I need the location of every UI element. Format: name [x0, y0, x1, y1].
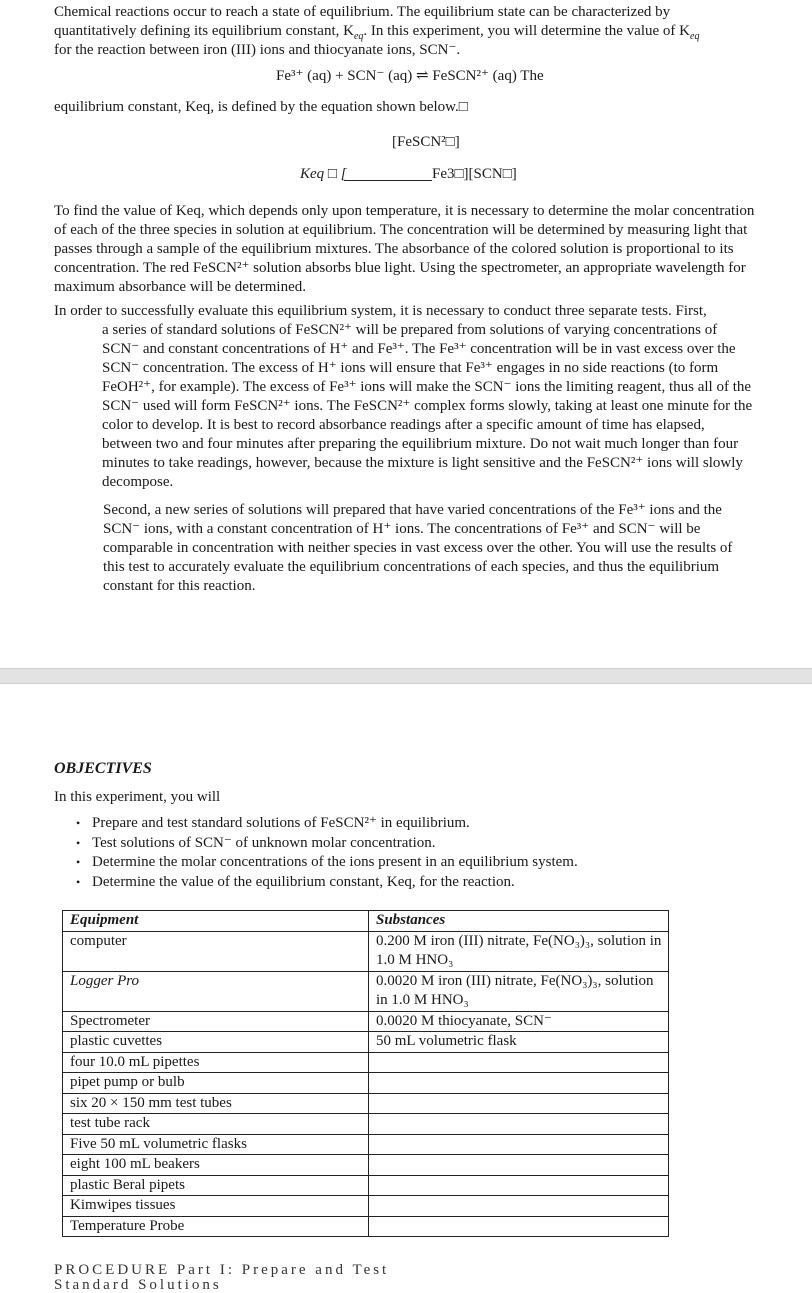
list-item: • Test solutions of SCN⁻ of unknown molar concentration. [74, 834, 578, 854]
equipment-cell: Five 50 mL volumetric flasks [63, 1134, 369, 1155]
tests-paragraph: a series of standard solutions of FeSCN²⁺ will be prepared from solutions of varying concentrations of SCN⁻ and constant concentrations of H⁺ and Fe³⁺. The Fe³⁺ concentration will be in vast excess over the SCN⁻ concentration. The excess of H⁺ ions will ensure that Fe³⁺ engages in no side reactions (to form FeOH²⁺, for example). The excess of Fe³⁺ ions will make the SCN⁻ ions the limiting reagent, thus all of the SCN⁻ used will form FeSCN²⁺ ions. The FeSCN²⁺ complex forms slowly, taking at least one minute for the color to develop. It is best to record absorbance readings after a specific amount of time has elapsed, between two and four minutes after preparing the equilibrium mixture. Do not wait much longer than four minutes to take readings, however, because the mixture is light sensitive and the FeSCN²⁺ ions will slowly decompose. [102, 322, 753, 490]
equipment-cell: six 20 × 150 mm test tubes [63, 1093, 369, 1114]
list-item: • Prepare and test standard solutions of FeSCN²⁺ in equilibrium. [74, 814, 578, 834]
table-row [63, 1196, 669, 1217]
equipment-cell: pipet pump or bulb [63, 1073, 369, 1094]
table-row [63, 1032, 669, 1053]
table-row [63, 1052, 669, 1073]
equipment-cell: computer [63, 931, 369, 971]
substance-cell [369, 1175, 669, 1196]
page-separator [0, 668, 812, 684]
reaction-equation: Fe³⁺ (aq) + SCN⁻ (aq) ⇌ FeSCN²⁺ (aq) The [276, 68, 544, 84]
equipment-cell: plastic Beral pipets [63, 1175, 369, 1196]
materials-table [62, 910, 669, 1237]
list-item: • Determine the molar concentrations of the ions present in an equilibrium system. [74, 853, 578, 873]
table-row [63, 931, 669, 971]
keq-definition-line: equilibrium constant, Keq, is defined by the equation shown below.□ [54, 99, 468, 115]
table-row [63, 1093, 669, 1114]
intro-paragraph: Chemical reactions occur to reach a state of equilibrium. The equilibrium state can be characterized by quantitatively defining its equilibrium constant, $K_{eq}$. In this experiment, you will determine the value of $K_{eq}$ for the reaction between iron (III) ions and thiocyanate ions, SCN⁻. [54, 4, 700, 58]
table-row [63, 1073, 669, 1094]
keq-numerator: [FeSCN²□] [392, 134, 460, 150]
substance-cell: 0.0020 M iron (III) nitrate, Fe(NO₃)₃, solution in 1.0 M HNO₃ [369, 971, 669, 1011]
method-paragraph: To find the value of Keq, which depends only upon temperature, it is necessary to determine the molar concentration of each of the three species in solution at equilibrium. The concentration will be determined by measuring light that passes through a sample of the equilibrium mixtures. The absorbance of the colored solution is proportional to its concentration. The red FeSCN²⁺ solution absorbs blue light. Using the spectrometer, an appropriate wavelength for maximum absorbance will be determined. [54, 203, 755, 295]
equipment-header: Equipment [63, 911, 369, 932]
equipment-cell: eight 100 mL beakers [63, 1155, 369, 1176]
second-test-paragraph: Second, a new series of solutions will prepared that have varied concentrations of the Fe³⁺ ions and the SCN⁻ ions, with a constant concentration of H⁺ ions. The concentrations of Fe³⁺ and SCN⁻ will be comparable in concentration with neither species in vast excess over the other. You will use the results of this test to accurately evaluate the equilibrium concentrations of each species, and thus the equilibrium constant for this reaction. [103, 502, 733, 594]
equipment-cell: Spectrometer [63, 1011, 369, 1032]
table-row [63, 1114, 669, 1135]
substance-cell [369, 1134, 669, 1155]
objectives-heading: OBJECTIVES [54, 760, 152, 777]
list-item: • Determine the value of the equilibrium constant, Keq, for the reaction. [74, 873, 578, 893]
fraction-bar [344, 180, 432, 181]
table-row [63, 1011, 669, 1032]
substance-cell [369, 1073, 669, 1094]
substance-cell [369, 1216, 669, 1237]
cut-off-heading: PROCEDURE Part I: Prepare and Test Standard Solutions [54, 1262, 390, 1293]
equipment-cell: Logger Pro [63, 971, 369, 1011]
objectives-intro: In this experiment, you will [54, 789, 221, 805]
table-row [63, 1175, 669, 1196]
substance-cell [369, 1114, 669, 1135]
table-row [63, 1155, 669, 1176]
substance-cell [369, 1052, 669, 1073]
substance-cell [369, 1196, 669, 1217]
tests-paragraph-first-line: In order to successfully evaluate this equilibrium system, it is necessary to conduct three separate tests. First, [54, 303, 707, 319]
keq-denominator: Fe3□][SCN□] [432, 166, 517, 182]
table-row [63, 1134, 669, 1155]
substance-cell [369, 1155, 669, 1176]
table-header-row [63, 911, 669, 932]
keq-left-side: Keq □ [ [300, 166, 347, 182]
substance-cell: 0.200 M iron (III) nitrate, Fe(NO₃)₃, solution in 1.0 M HNO₃ [369, 931, 669, 971]
substance-cell: 0.0020 M thiocyanate, SCN⁻ [369, 1011, 669, 1032]
table-row [63, 971, 669, 1011]
substances-header: Substances [369, 911, 669, 932]
substance-cell [369, 1093, 669, 1114]
substance-cell: 50 mL volumetric flask [369, 1032, 669, 1053]
equipment-cell: Temperature Probe [63, 1216, 369, 1237]
equipment-cell: test tube rack [63, 1114, 369, 1135]
objectives-list [74, 814, 578, 892]
equipment-cell: Kimwipes tissues [63, 1196, 369, 1217]
equipment-cell: plastic cuvettes [63, 1032, 369, 1053]
equipment-cell: four 10.0 mL pipettes [63, 1052, 369, 1073]
table-row [63, 1216, 669, 1237]
